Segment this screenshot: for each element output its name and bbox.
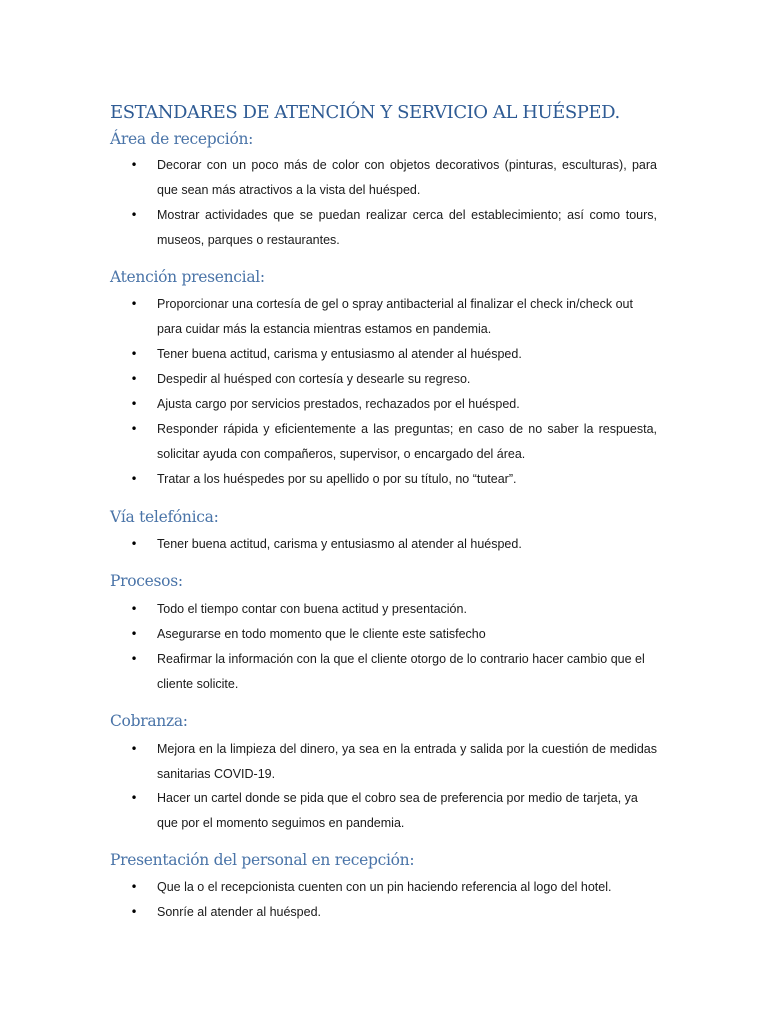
list-item: Tener buena actitud, carisma y entusiasmo al atender al huésped. <box>157 537 522 551</box>
list-item: Asegurarse en todo momento que le cliente este satisfecho <box>157 627 486 641</box>
section-heading-cobranza: Cobranza: <box>110 712 188 730</box>
list-item: Mejora en la limpieza del dinero, ya sea en la entrada y salida por la cuestión de medidas sanitarias COVID-19. <box>157 742 657 781</box>
bullet-icon: • <box>130 372 138 386</box>
bullet-icon: • <box>130 627 138 641</box>
bullet-icon: • <box>130 742 138 756</box>
bullet-icon: • <box>130 397 138 411</box>
list-item: Sonríe al atender al huésped. <box>157 905 322 919</box>
bullet-icon: • <box>130 652 138 666</box>
bullet-icon: • <box>130 422 138 436</box>
list-item: Ajusta cargo por servicios prestados, rechazados por el huésped. <box>157 397 520 411</box>
list-item: Todo el tiempo contar con buena actitud y presentación. <box>157 602 467 616</box>
list-item: Que la o el recepcionista cuenten con un pin haciendo referencia al logo del hotel. <box>157 880 612 894</box>
section-heading-presentacion-personal: Presentación del personal en recepción: <box>110 851 415 869</box>
list-item: Proporcionar una cortesía de gel o spray antibacterial al finalizar el check in/check out para cuidar más la estancia mientras estamos en pandemia. <box>157 297 633 336</box>
bullet-icon: • <box>130 880 138 894</box>
bullet-icon: • <box>130 602 138 616</box>
bullet-icon: • <box>130 791 138 805</box>
section-heading-atencion-presencial: Atención presencial: <box>110 268 265 286</box>
list-item: Tratar a los huéspedes por su apellido o por su título, no “tutear”. <box>157 472 517 486</box>
section-heading-area-recepcion: Área de recepción: <box>110 130 254 148</box>
list-item: Mostrar actividades que se puedan realizar cerca del establecimiento; así como tours, museos, parques o restaurantes. <box>157 208 657 247</box>
bullet-icon: • <box>130 208 138 222</box>
bullet-icon: • <box>130 297 138 311</box>
document-title: ESTANDARES DE ATENCIÓN Y SERVICIO AL HUÉSPED. <box>110 102 620 123</box>
bullet-icon: • <box>130 472 138 486</box>
list-item: Hacer un cartel donde se pida que el cobro sea de preferencia por medio de tarjeta, ya que por el momento seguimos en pandemia. <box>157 791 638 830</box>
section-heading-procesos: Procesos: <box>110 572 183 590</box>
bullet-icon: • <box>130 347 138 361</box>
bullet-icon: • <box>130 158 138 172</box>
bullet-icon: • <box>130 537 138 551</box>
list-item: Despedir al huésped con cortesía y desearle su regreso. <box>157 372 471 386</box>
list-item: Reafirmar la información con la que el cliente otorgo de lo contrario hacer cambio que el cliente solicite. <box>157 652 645 691</box>
list-item: Decorar con un poco más de color con objetos decorativos (pinturas, esculturas), para que sean más atractivos a la vista del huésped. <box>157 158 657 197</box>
section-heading-via-telefonica: Vía telefónica: <box>110 508 219 526</box>
bullet-icon: • <box>130 905 138 919</box>
list-item: Responder rápida y eficientemente a las preguntas; en caso de no saber la respuesta, solicitar ayuda con compañeros, supervisor, o encargado del área. <box>157 422 657 461</box>
list-item: Tener buena actitud, carisma y entusiasmo al atender al huésped. <box>157 347 522 361</box>
